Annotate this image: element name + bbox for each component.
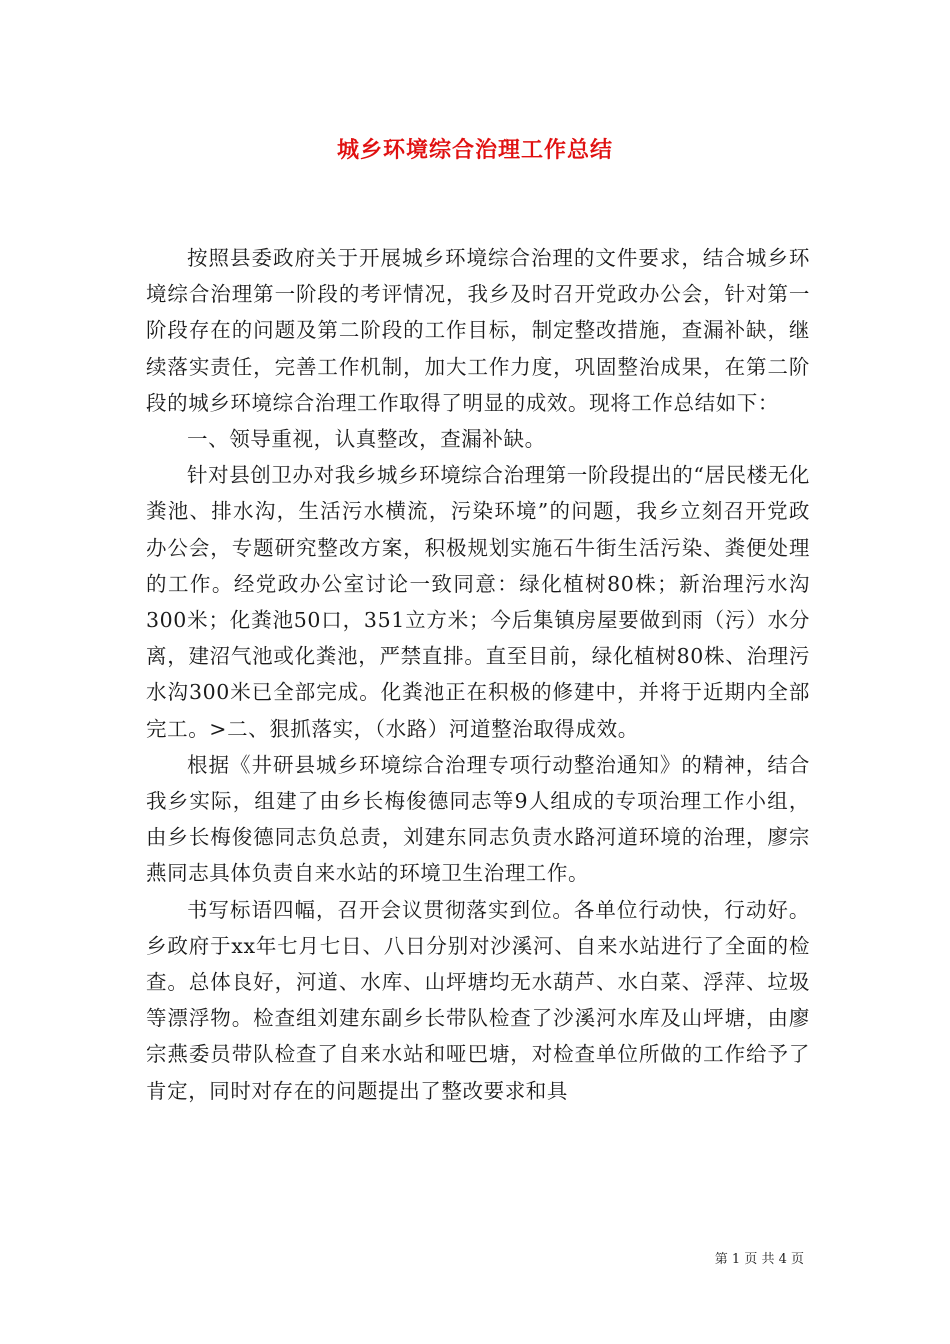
page-number: 第 1 页 共 4 页 bbox=[714, 1252, 804, 1267]
document-title: 城乡环境综合治理工作总结 bbox=[336, 137, 613, 163]
section-heading-1: 一、领导重视，认真整改，查漏补缺。 bbox=[187, 427, 546, 452]
paragraph-section-2: 根据《井研县城乡环境综合治理专项行动整治通知》的精神，结合我乡实际，组建了由乡长梅俊德同志等9人组成的专项治理工作小组，由乡长梅俊德同志负总责，刘建东同志负责水路河道环境的治理，廖宗燕同志具体负责自来水站的环境卫生治理工作。 bbox=[146, 752, 810, 886]
paragraph-section-1: 针对县创卫办对我乡城乡环境综合治理第一阶段提出的“居民楼无化粪池、排水沟，生活污水横流，污染环境”的问题，我乡立刻召开党政办公会，专题研究整改方案，积极规划实施石牛街生活污染、粪便处理的工作。经党政办公室讨论一致同意：绿化植树80株；新治理污水沟300米；化粪池50口，351立方米；今后集镇房屋要做到雨（污）水分离，建沼气池或化粪池，严禁直排。直至目前，绿化植树80株、治理污水沟300米已全部完成。化粪池正在积极的修建中，并将于近期内全部完工。>二、狠抓落实，（水路）河道整治取得成效。 bbox=[146, 463, 810, 741]
paragraph-intro: 按照县委政府关于开展城乡环境综合治理的文件要求，结合城乡环境综合治理第一阶段的考评情况，我乡及时召开党政办公会，针对第一阶段存在的问题及第二阶段的工作目标，制定整改措施，查漏补缺，继续落实责任，完善工作机制，加大工作力度，巩固整治成果，在第二阶段的城乡环境综合治理工作取得了明显的成效。现将工作总结如下： bbox=[146, 246, 810, 415]
document-body bbox=[146, 240, 810, 1109]
paragraph-section-2-cont: 书写标语四幅，召开会议贯彻落实到位。各单位行动快，行动好。乡政府于xx年七月七日、八日分别对沙溪河、自来水站进行了全面的检查。总体良好，河道、水库、山坪塘均无水葫芦、水白菜、浮萍、垃圾等漂浮物。检查组刘建东副乡长带队检查了沙溪河水库及山坪塘，由廖宗燕委员带队检查了自来水站和哑巴塘，对检查单位所做的工作给予了肯定，同时对存在的问题提出了整改要求和具 bbox=[146, 897, 810, 1103]
